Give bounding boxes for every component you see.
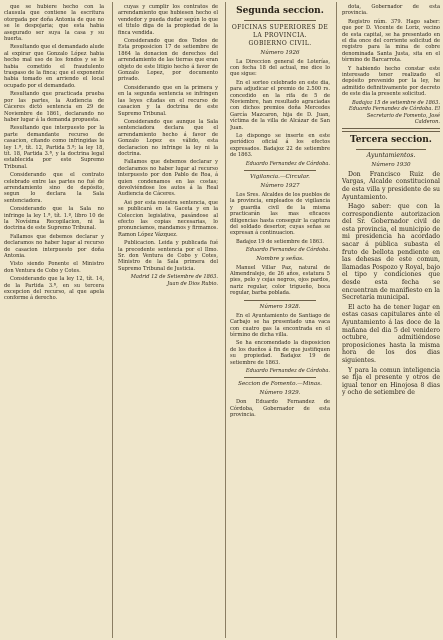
notice-heading: Vigilancia.—Circular. xyxy=(250,174,310,180)
paragraph: Visto siendo Ponente el Ministro don Ventura de Cobo y Cotes. xyxy=(4,261,104,274)
paragraph: El acto ha de tener lugar en estas casas capitulares ante el Ayuntamiento á las doce de la mañana del dia 5 del venidero octubre, admitiéndose proposiciones hasta la misma hora de los dos dias siguientes. xyxy=(342,303,440,364)
divider xyxy=(244,377,316,378)
paragraph: Y para la comun inteligencia se fija el presente y otros de igual tenor en Hinojosa 8 dias y ocho de setiembre de xyxy=(342,366,440,397)
paragraph: Y habiendo hecho constar este interesado tener realizado el depósito prevenido por la ley, he admitido definitivamente por decreto de este dia la presente solicitud. xyxy=(342,65,440,98)
paragraph: dota, Gobernador de esta provincia. xyxy=(342,4,440,17)
notice-number: Número 1926 xyxy=(260,49,300,56)
paragraph: Considerando que el contrato celebrado entre las partes no fué de arrendamiento sino de depósito, segun lo declara la Sala sentenciadora. xyxy=(4,172,104,204)
section-title: Segunda seccion. xyxy=(236,6,324,16)
paragraph: Considerando que en la primera y en la segunda sentencia se infringen las leyes citadas en el recurso de casacion y la doctrina de este Supremo Tribunal. xyxy=(118,84,218,117)
paragraph: Lo dispongo se inserte en este periódico oficial á los efectos expresados. Badajoz 22 de setiembre de 1863. xyxy=(230,132,330,159)
paragraph: Se ha encomendado la disposicion de los dueños á fin de que justifiquen su propiedad. Badajoz 19 de setiembre de 1863. xyxy=(230,340,330,366)
paragraph: Fallamos que debemos declarar y declaramos no haber lugar al recurso interpuesto por don Pablo de Roa, á quien condenamos en las costas; devolviéndose los autos á la Real Audiencia de Cáceres. xyxy=(118,159,218,198)
notice-subheading: Nombre y señas. xyxy=(256,255,304,262)
column-rule xyxy=(112,2,113,638)
office-heading: OFICINAS SUPERIORES DE LA PROVINCIA. xyxy=(231,24,329,39)
signature: Eduardo Fernandez de Córdoba. xyxy=(245,247,330,254)
paragraph: Hago saber: que con la correspondiente autorizacion del Sr. Gobernador civil de esta provincia, el municipio de mi presidencia ha acordado sacar á pública subasta el fruto de bellota pendiente en las dehesas de este comun, llamadas Pospozo y Royal, bajo el tipo y condiciones que desde esta fecha se encuentran de manifiesto en la Secretaría municipal. xyxy=(342,203,440,302)
paragraph: Publicacion. Leida y publicada fué la precedente sentencia por el Ilmo. Sr. don Ventura de Cobo y Cotes, Ministro de la Sala primera del Supremo Tribunal de Justicia. xyxy=(118,240,218,272)
signature: Badajoz 15 de setiembre de 1863. Eduardo Fernandez de Córdoba. El Secretario de Fomento, José Calderon. xyxy=(348,99,440,125)
paragraph: Resultando que interpuesto por la parte demandante recurso de casacion, citando como infringidas la ley 1.ª, tít. 12, Partida 5.ª; la ley 18, tít. 18, Partida 3.ª, y la doctrina legal establecida por este Supremo Tribunal. xyxy=(4,125,104,170)
paragraph: Don Francisco Ruiz de Vargas, Alcalde constitucional de esta villa y presidente de su Ayuntamiento. xyxy=(342,170,440,201)
paragraph: Considerando que la ley 12, tít. 14, de la Partida 3.ª, en su tercera excepcion del recurso, al que apela conforme á derecho. xyxy=(4,276,104,302)
paragraph: En el sorteo celebrado en este dia, para adjudicar el premio de 2.500 rs. concedido en la rifa de 5 de Noviembre, han resultado agraciadas con dichos premios doña Mercedes García Mazcaron, hija de D. Juan, víctima de la villa de Alcázar de San Juan. xyxy=(230,79,330,131)
signature: Eduardo Fernandez de Córdoba. xyxy=(245,367,330,374)
notice-number: Número 1929. xyxy=(259,390,301,397)
paragraph: Resultando que practicada prueba por las partes, la Audiencia de Cáceres dictó sentencia en 29 de Noviembre de 1861, declarando no haber lugar á la demanda propuesta. xyxy=(4,91,104,123)
column-rule xyxy=(225,2,226,638)
divider xyxy=(342,128,440,132)
divider xyxy=(244,300,316,301)
column-2 xyxy=(118,4,218,636)
divider xyxy=(244,170,316,171)
column-4 xyxy=(342,4,440,636)
paragraph: Registro núm. 379. Hago saber: que por D. Vicente de Loriz, vecino de esta capital, se ha presentado en el dia once del corriente solicitud de registro para la mina de cobre denominada Santa Justa, sita en el término de Barcarrota. xyxy=(342,18,440,64)
paragraph: Asi por esta nuestra sentencia, que se publicará en la Gaceta y en la Coleccion legislativa, pasándose al efecto las copias necesarias, lo pronunciamos, mandamos y firmamos. Ramon López Vázquez. xyxy=(118,199,218,238)
notice-number: Número 1927 xyxy=(260,183,300,189)
notice-number: Número 1928. xyxy=(259,303,301,310)
notice-heading: Seccion de Fomento.—Minas. xyxy=(238,381,322,388)
notice-number: Número 1930 xyxy=(371,161,411,168)
paragraph: Manuel Villar Paz, natural de Almendralejo, de 26 años, estatura 5 pies, pelo y cejas negros, ojos pardos, nariz regular, color trigueño, boca regular, barba poblada. xyxy=(230,264,330,297)
column-3 xyxy=(230,4,330,636)
column-rule xyxy=(336,2,337,638)
paragraph: Considerando que la Sala no infringe la ley 1.ª, tít. 1.º, libro 10 de la Novísima Recopilacion, ni la doctrina de este Supremo Tribunal. xyxy=(4,206,104,232)
paragraph: cuyas y cumplir los contratos de arrendamiento que hubiesen hecho el vendedor y pueda dudar según lo que el titulo diga de la propiedad de la finca vendida. xyxy=(118,4,218,36)
paragraph: Considerando que aunque la Sala sentenciadora declara que el arrendamiento hecho á favor de Gonzalo Lopez es válido, esta declaracion no infringe la ley ni la doctrina. xyxy=(118,118,218,157)
paragraph: Don Eduardo Fernandez de Córdoba, Gobernador de esta provincia. xyxy=(230,399,330,419)
column-1 xyxy=(4,4,104,636)
signature: Eduardo Fernandez de Córdoba. xyxy=(245,160,330,167)
divider xyxy=(244,20,316,21)
paragraph: que se hubiere hecho con la clausula que contiene la escritura otorgada por doña Antonia de que no se le despojaria; que esta habia asegurado ser suya la casa y su huerta. xyxy=(4,4,104,43)
paragraph: La Direccion general de Loterías, con fecha 18 del actual, me dice lo que sigue: xyxy=(230,58,330,78)
divider xyxy=(356,149,426,150)
office-subheading: GOBIERNO CIVIL. xyxy=(248,40,312,47)
paragraph: Considerando que dos Todos de Esta proposicion 17 de setiembre de 1864 la donacion de derechos del arrendamiento de las tierras que eran objeto de este litigio hecho á favor de Gonzalo Lopez, por documento privado. xyxy=(118,38,218,83)
section-title: Tercera seccion. xyxy=(350,135,432,146)
paragraph: Badajoz 19 de setiembre de 1863. xyxy=(236,238,324,245)
section-subheading: Ayuntamientos. xyxy=(366,152,416,160)
paragraph: Fallamos que debemos declarar y declaramos no haber lugar al recurso de casacion interpuesto por doña Antonia. xyxy=(4,233,104,260)
paragraph: Los Sres. Alcaldes de los pueblos de la provincia, empleados de vigilancia y guardia civil de la misma practicarán las mas eficaces diligencias hasta conseguir la captura del soldado desertor, cuyas señas se expresan á continuacion. xyxy=(230,192,330,237)
paragraph: Resultando que el demandado alude al expirar que Gonzalo López habia hecho mal uso de los fondos y se le habia cometido el fraudulento traspaso de la finca; que el exponente habia tomado en arriendo el local ocupado por el demandado. xyxy=(4,44,104,89)
paragraph: En el Ayuntamiento de Santiago de Carbajo se ha presentado una vaca con cuatro gas la encontrada en el término de dicha villa. xyxy=(230,312,330,338)
dateline: Madrid 12 de Setiembre de 1863. Juan de Dios Rubio. xyxy=(130,274,218,287)
